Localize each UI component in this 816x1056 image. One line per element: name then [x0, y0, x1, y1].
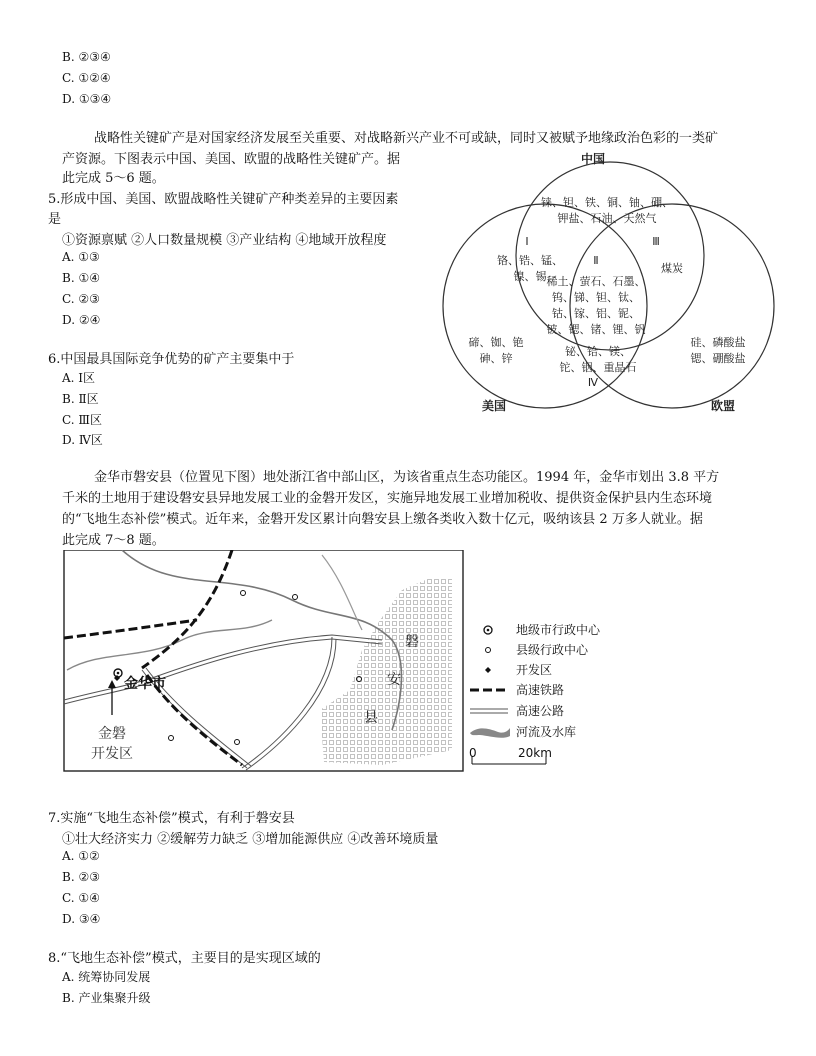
region-II-line3: 钴、镓、铝、铌、 — [552, 307, 640, 320]
q6-option-b: B. Ⅱ区 — [62, 392, 99, 406]
region-II-line4: 铍、锶、锗、锂、钒 — [546, 323, 646, 336]
eu-only-line2: 锶、硼酸盐 — [690, 352, 746, 365]
scale-start: 0 — [469, 746, 477, 760]
q8-option-b: B. 产业集聚升级 — [62, 991, 151, 1005]
region-I-line2: 镍、锡 — [513, 270, 547, 283]
venn-diagram — [440, 148, 780, 420]
q5-option-b: B. ①④ — [62, 271, 100, 285]
usa-only-line2: 砷、锌 — [479, 352, 513, 365]
legend-label-3: 高速铁路 — [516, 683, 565, 697]
q7-factors: ①壮大经济实力 ②缓解劳力缺乏 ③增加能源供应 ④改善环境质量 — [62, 832, 439, 847]
q8-stem: 8.“飞地生态补偿”模式，主要目的是实现区域的 — [48, 951, 321, 966]
eu-only-line1: 硅、磷酸盐 — [690, 336, 746, 349]
q6-option-a: A. Ⅰ区 — [62, 371, 96, 385]
expressway-icon — [470, 709, 508, 713]
q5-option-a: A. ①③ — [62, 250, 100, 264]
q5-stem-line1: 5.形成中国、美国、欧盟战略性关键矿产种类差异的主要因素 — [48, 192, 399, 207]
map-label-county-1: 磐 — [405, 634, 419, 650]
passage2-line3: 的“飞地生态补偿”模式。近年来，金磐开发区累计向磐安县上缴各类收入数十亿元，吸纳该县 2 万多人就业。据 — [62, 512, 703, 527]
map-label-zone-1: 金磐 — [98, 726, 126, 742]
venn-label-eu: 欧盟 — [710, 399, 736, 413]
q6-option-c: C. Ⅲ区 — [62, 413, 102, 427]
q8-option-a: A. 统筹协同发展 — [62, 970, 151, 984]
q6-option-d: D. Ⅳ区 — [62, 433, 103, 447]
map-legend — [466, 616, 616, 768]
q7-option-c: C. ①④ — [62, 891, 100, 905]
q7-stem: 7.实施“飞地生态补偿”模式，有利于磐安县 — [48, 811, 295, 826]
development-zone-icon — [485, 667, 491, 673]
legend-label-5: 河流及水库 — [516, 725, 577, 739]
county-center-icon — [486, 648, 491, 653]
map-label-county-3: 县 — [364, 710, 378, 726]
region-II-label: Ⅱ — [593, 254, 599, 267]
china-only-line2: 钾盐、石油、天然气 — [557, 212, 657, 225]
option-b-prev: B. ②③④ — [62, 50, 111, 64]
passage2-line2: 千米的土地用于建设磐安县异地发展工业的金磐开发区，实施异地发展工业增加税收、提供资金保护县内生态环境 — [62, 491, 713, 506]
venn-label-usa: 美国 — [481, 399, 507, 413]
passage1-line3: 此完成 5～6 题。 — [62, 171, 165, 186]
q7-option-a: A. ①② — [62, 849, 100, 863]
region-II-line2: 钨、锑、钽、钛、 — [552, 291, 640, 304]
region-I-label: Ⅰ — [525, 235, 529, 248]
passage1-line2: 产资源。下图表示中国、美国、欧盟的战略性关键矿产。据 — [62, 152, 401, 167]
region-I-line1: 铬、锆、锰、 — [497, 254, 563, 267]
usa-only-line1: 碲、铷、铯 — [468, 336, 524, 349]
region-IV-line1: 铋、铪、镁、 — [565, 345, 631, 358]
q7-option-d: D. ③④ — [62, 912, 101, 926]
q7-option-b: B. ②③ — [62, 870, 100, 884]
legend-label-0: 地级市行政中心 — [516, 623, 601, 637]
region-III-label: Ⅲ — [652, 235, 660, 248]
legend-label-2: 开发区 — [516, 663, 553, 677]
china-only-line1: 铼、钽、铁、铜、铀、硼、 — [541, 196, 673, 209]
map-label-county-2: 安 — [387, 672, 401, 688]
q5-option-c: C. ②③ — [62, 292, 100, 306]
scale-end: 20km — [518, 746, 552, 760]
passage1-line1: 战略性关键矿产是对国家经济发展至关重要、对战略新兴产业不可或缺，同时又被赋予地缘政治色彩的一类矿 — [94, 131, 719, 146]
eu-circle — [570, 204, 774, 408]
scale-bar — [469, 746, 552, 764]
map-label-zone-2: 开发区 — [91, 746, 133, 762]
option-c-prev: C. ①②④ — [62, 71, 111, 85]
legend-label-1: 县级行政中心 — [516, 643, 589, 657]
q5-factors: ①资源禀赋 ②人口数量规模 ③产业结构 ④地域开放程度 — [62, 233, 387, 248]
region-IV-line2: 铊、铟、重晶石 — [559, 361, 637, 374]
passage2-line1: 金华市磐安县（位置见下图）地处浙江省中部山区，为该省重点生态功能区。1994 年，金华市划出 3.8 平方 — [94, 470, 720, 485]
venn-label-china: 中国 — [580, 152, 606, 166]
option-d-prev: D. ①③④ — [62, 92, 112, 106]
usa-circle — [443, 204, 647, 408]
passage2-line4: 此完成 7～8 题。 — [62, 533, 165, 548]
q6-stem: 6.中国最具国际竞争优势的矿产主要集中于 — [48, 352, 295, 367]
region-III-line1: 煤炭 — [661, 262, 683, 275]
q5-stem-line2: 是 — [48, 212, 62, 227]
region-II-line1: 稀土、萤石、石墨、 — [546, 275, 646, 288]
map-label-jinhua: 金华市 — [124, 676, 166, 692]
q5-option-d: D. ②④ — [62, 313, 101, 327]
river-reservoir-icon — [470, 728, 510, 738]
legend-label-4: 高速公路 — [516, 704, 565, 718]
region-IV-label: Ⅳ — [587, 376, 599, 389]
